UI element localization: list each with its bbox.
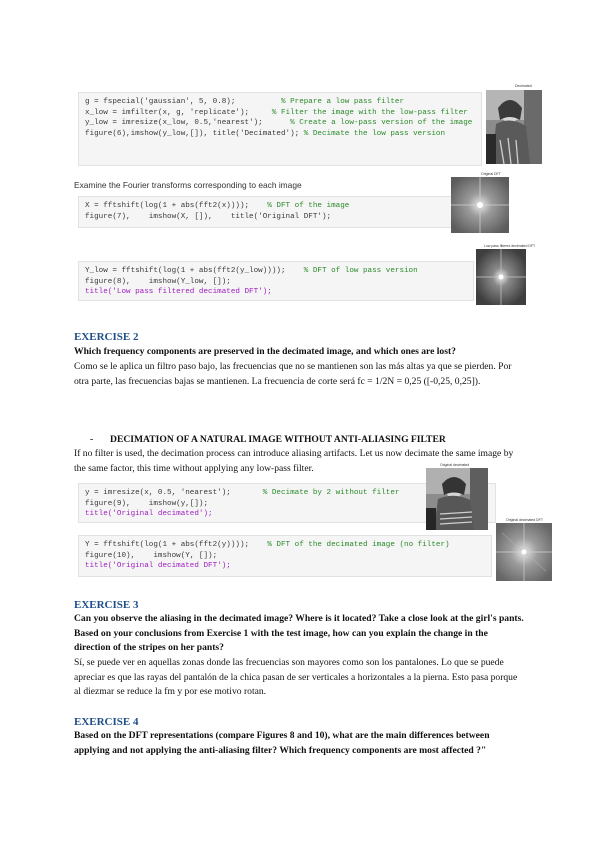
original-decimated-dft-thumbnail	[496, 523, 552, 581]
exercise-4-question: Based on the DFT representations (compare Figures 8 and 10), what are the main differences between applying and not applying the anti-aliasing filter? Which frequency components are most affected ?"	[74, 730, 490, 756]
code-block-decimated-dft	[78, 535, 492, 577]
exercise-2-question: Which frequency components are preserved in the decimated image, and which ones are lost?	[74, 346, 456, 357]
code-block-lowpass-dft	[78, 261, 474, 301]
original-decimated-photo-thumbnail	[426, 468, 488, 530]
original-dft-thumbnail	[451, 177, 509, 233]
exercise-4-title: EXERCISE 4	[74, 716, 139, 728]
code-block-decimated	[78, 92, 482, 166]
thumb-label-original-decimated-dft: Original decimated DFT	[506, 518, 543, 522]
code-line: X = fftshift(log(1 + abs(fft2(x)))); % DFT of the image	[85, 202, 350, 210]
thumb-label-original-dft: Original DFT	[481, 172, 501, 176]
code-line: x_low = imfilter(x, g, 'replicate'); % Filter the image with the low-pass filter	[85, 108, 468, 117]
section-bullet: -	[90, 434, 94, 445]
code-line: title('Low pass filtered decimated DFT');	[85, 288, 272, 297]
code-line: figure(10), imshow(Y, []);	[85, 551, 218, 560]
code-line: figure(6),imshow(y_low,[]), title('Decimated'); % Decimate the low pass version	[85, 129, 446, 138]
exercise-3-title: EXERCISE 3	[74, 599, 139, 611]
exercise-3-question: Can you observe the aliasing in the decimated image? Where is it located? Take a close look at the girl's pants. Based on your conclusions from Exercise 1 with the test image, how can you explain the change in the direction of the stripes on her pants?	[74, 613, 524, 654]
code-line: title('Original decimated DFT');	[85, 562, 231, 571]
thumb-label-decimated: Decimated	[515, 84, 532, 88]
exercise-3-answer: Sí, se puede ver en aquellas zonas donde las frecuencias son mayores como son los pantalones. Lo que se puede apreciar es que las rayas del pantalón de la chica pasan de ser verticales a horizontales a la pierna. Esto pasa porque al diezmar se reduce la fm y por ese motivo rotan.	[74, 657, 518, 698]
fourier-intro-text: Examine the Fourier transforms corresponding to each image	[74, 180, 302, 190]
code-line: title('Original decimated');	[85, 510, 213, 519]
section-intro-text: If no filter is used, the decimation process can introduce aliasing artifacts. Let us now decimate the same image by the same factor, this time without applying any low-pass filter.	[74, 448, 514, 474]
thumb-label-original-decimated: Original decimated	[440, 463, 470, 467]
exercise-2-answer: Como se le aplica un filtro paso bajo, las frecuencias que no se mantienen son las más altas ya que se pierden. Por otra parte, las frecuencias bajas se mantienen. La frecuencia de corte será fc = 1/2N = 0,25 ([-0,25, 0,25]).	[74, 361, 512, 387]
lowpass-dft-thumbnail	[476, 249, 526, 305]
section-heading-text: DECIMATION OF A NATURAL IMAGE WITHOUT ANTI-ALIASING FILTER	[110, 434, 446, 445]
code-line: y = imresize(x, 0.5, 'nearest'); % Decimate by 2 without filter	[85, 489, 400, 497]
code-line: figure(8), imshow(Y_low, []);	[85, 277, 231, 286]
code-line: g = fspecial('gaussian', 5, 0.8); % Prepare a low pass filter	[85, 98, 405, 106]
section-heading	[90, 433, 530, 448]
code-line: figure(7), imshow(X, []), title('Original DFT');	[85, 212, 332, 221]
exercise-2-title: EXERCISE 2	[74, 331, 139, 343]
code-line: Y = fftshift(log(1 + abs(fft2(y)))); % DFT of the decimated image (no filter)	[85, 541, 450, 549]
decimated-photo-thumbnail	[486, 90, 542, 164]
thumb-label-lowpass-dft: Low pass filtered decimated DFT	[484, 244, 536, 248]
code-block-original-dft	[78, 196, 452, 228]
code-line: Y_low = fftshift(log(1 + abs(fft2(y_low)))); % DFT of low pass version	[85, 267, 418, 275]
code-line: y_low = imresize(x_low, 0.5,'nearest'); % Create a low-pass version of the image	[85, 119, 473, 128]
code-line: figure(9), imshow(y,[]);	[85, 499, 209, 508]
